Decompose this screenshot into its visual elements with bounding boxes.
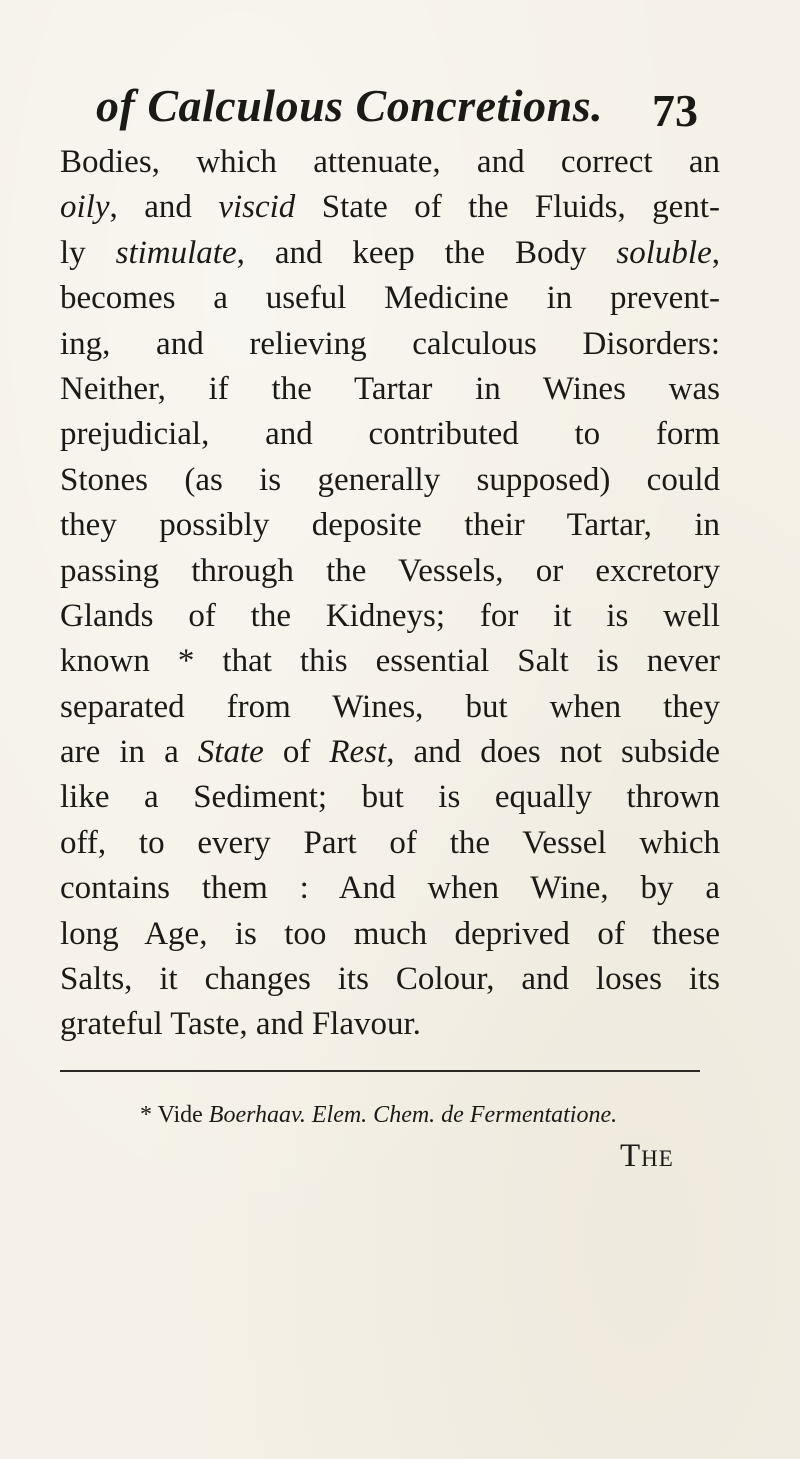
text-line-11: Glands of the Kidneys; for it is well xyxy=(60,597,720,634)
title-prefix: of xyxy=(96,80,136,131)
text-line-3: ly stimulate, and keep the Body soluble, xyxy=(60,234,720,271)
text-line-12: known * that this essential Salt is never xyxy=(60,643,720,680)
text-line-17: contains them : And when Wine, by a xyxy=(60,870,720,907)
text-line-20: grateful Taste, and Flavour. xyxy=(60,1006,421,1043)
body-text xyxy=(60,140,720,1048)
footnote-source: Boerhaav. Elem. Chem. de Fermentatione. xyxy=(208,1102,618,1128)
text-line-4: becomes a useful Medicine in prevent- xyxy=(60,280,720,317)
text-line-7: prejudicial, and contributed to form xyxy=(60,416,720,453)
text-line-13: separated from Wines, but when they xyxy=(60,688,720,725)
footnote-rule xyxy=(60,1070,700,1072)
page-number: 73 xyxy=(652,85,698,136)
catchword: The xyxy=(620,1138,674,1174)
text-line-18: long Age, is too much deprived of these xyxy=(60,915,720,952)
text-line-19: Salts, it changes its Colour, and loses its xyxy=(60,961,720,998)
text-line-10: passing through the Vessels, or excretory xyxy=(60,552,720,589)
text-line-9: they possibly deposite their Tartar, in xyxy=(60,507,720,544)
running-head xyxy=(96,70,698,140)
text-line-8: Stones (as is generally supposed) could xyxy=(60,461,720,498)
text-line-5: ing, and relieving calculous Disorders: xyxy=(60,325,720,362)
text-line-6: Neither, if the Tartar in Wines was xyxy=(60,370,720,407)
title-main: Calculous Concretions. xyxy=(147,80,604,131)
text-line-15: like a Sediment; but is equally thrown xyxy=(60,779,720,816)
text-line-1: Bodies, which attenuate, and correct an xyxy=(60,144,720,180)
footnote-marker: * Vide xyxy=(140,1102,203,1128)
text-line-16: off, to every Part of the Vessel which xyxy=(60,824,720,861)
footnote xyxy=(140,1098,760,1132)
running-head-title xyxy=(96,80,603,131)
text-line-14: are in a State of Rest, and does not subside xyxy=(60,734,720,771)
text-line-2: oily, and viscid State of the Fluids, gent- xyxy=(60,189,720,226)
